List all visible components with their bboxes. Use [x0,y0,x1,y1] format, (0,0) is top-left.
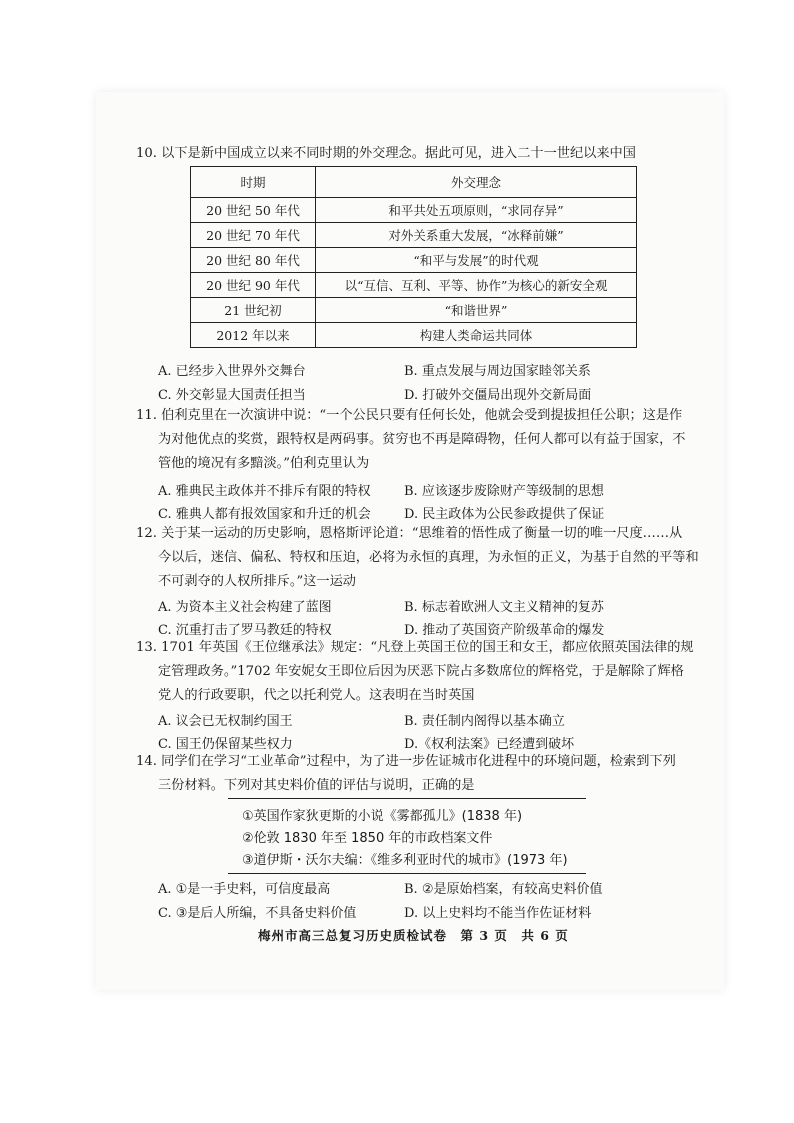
table-row [191,223,637,248]
q12-line: 今以后，迷信、偏私、特权和压迫，必将为永恒的真理，为永恒的正义，为基于自然的平等和 [158,550,699,565]
q10-option-b[interactable]: B. 重点发展与周边国家睦邻关系 [404,364,591,379]
q10-stem: 10. 以下是新中国成立以来不同时期的外交理念。据此可见，进入二十一世纪以来中国 [136,146,636,161]
material-2: ②伦敦 1830 年至 1850 年的市政档案文件 [242,831,493,846]
q14-option-b[interactable]: B. ②是原始档案，有较高史料价值 [404,882,603,897]
table-cell: 和平共处五项原则，“求同存异” [316,198,637,223]
q11-option-d[interactable]: D. 民主政体为公民参政提供了保证 [404,507,605,522]
table-header: 时期 [191,167,316,198]
table-cell: “和平与发展”的时代观 [316,248,637,273]
q13-line: 13. 1701 年英国《王位继承法》规定：“凡登上英国王位的国王和女王，都应依照英国法律的规 [136,640,694,655]
q14-option-a[interactable]: A. ①是一手史料，可信度最高 [158,882,331,897]
table-cell: “和谐世界” [316,298,637,323]
q12-option-c[interactable]: C. 沉重打击了罗马教廷的特权 [158,623,332,638]
table-header: 外交理念 [316,167,637,198]
table-cell: 20 世纪 50 年代 [191,198,316,223]
table-cell: 20 世纪 90 年代 [191,273,316,298]
q14-materials-box [228,798,586,874]
q12-line: 不可剥夺的人权所排斥。”这一运动 [158,574,356,589]
q13-option-d[interactable]: D.《权利法案》已经遭到破坏 [404,737,575,752]
q10-option-d[interactable]: D. 打破外交僵局出现外交新局面 [404,388,592,403]
q10-option-a[interactable]: A. 已经步入世界外交舞台 [158,364,306,379]
q11-line: 11. 伯利克里在一次演讲中说：“一个公民只要有任何长处，他就会受到提拔担任公职；这是作 [136,408,683,423]
q12-option-a[interactable]: A. 为资本主义社会构建了蓝图 [158,600,332,615]
q10-table [190,166,637,348]
q14-line: 三份材料。下列对其史料价值的评估与说明，正确的是 [158,778,475,793]
q12-line: 12. 关于某一运动的历史影响，恩格斯评论道：“思维着的悟性成了衡量一切的唯一尺度……从 [136,526,683,541]
table-cell: 构建人类命运共同体 [316,323,637,348]
q11-option-b[interactable]: B. 应该逐步废除财产等级制的思想 [404,484,604,499]
q11-option-c[interactable]: C. 雅典人都有报效国家和升迁的机会 [158,507,371,522]
q13-option-a[interactable]: A. 议会已无权制约国王 [158,714,293,729]
table-cell: 以“互信、互利、平等、协作”为核心的新安全观 [316,273,637,298]
q13-option-b[interactable]: B. 责任制内阁得以基本确立 [404,714,565,729]
q13-line: 党人的行政要职，代之以托利党人。这表明在当时英国 [158,688,475,703]
table-row [191,198,637,223]
q11-line: 为对他优点的奖赏，跟特权是两码事。贫穷也不再是障碍物，任何人都可以有益于国家，不 [158,432,686,447]
material-1: ①英国作家狄更斯的小说《雾都孤儿》(1838 年) [242,809,523,824]
q11-option-a[interactable]: A. 雅典民主政体并不排斥有限的特权 [158,484,371,499]
q10-option-c[interactable]: C. 外交彰显大国责任担当 [158,388,306,403]
q14-line: 14. 同学们在学习“工业革命”过程中，为了进一步佐证城市化进程中的环境问题，检索到下列 [136,754,676,769]
q13-option-c[interactable]: C. 国王仍保留某些权力 [158,737,293,752]
page-footer: 梅州市高三总复习历史质检试卷 第 3 页 共 6 页 [258,928,569,943]
table-row [191,248,637,273]
q12-option-d[interactable]: D. 推动了英国资产阶级革命的爆发 [404,623,605,638]
table-row [191,323,637,348]
table-cell: 对外关系重大发展，“冰释前嫌” [316,223,637,248]
table-cell: 21 世纪初 [191,298,316,323]
material-3: ③道伊斯・沃尔夫编：《维多利亚时代的城市》(1973 年) [242,853,568,868]
table-cell: 20 世纪 80 年代 [191,248,316,273]
table-cell: 20 世纪 70 年代 [191,223,316,248]
q14-option-c[interactable]: C. ③是后人所编，不具备史料价值 [158,906,357,921]
q11-line: 管他的境况有多黯淡。”伯利克里认为 [158,456,370,471]
table-row [191,273,637,298]
table-row [191,298,637,323]
q14-option-d[interactable]: D. 以上史料均不能当作佐证材料 [404,906,592,921]
table-cell: 2012 年以来 [191,323,316,348]
q12-option-b[interactable]: B. 标志着欧洲人文主义精神的复苏 [404,600,604,615]
q13-line: 定管理政务。”1702 年安妮女王即位后因为厌恶下院占多数席位的辉格党，于是解除了辉格 [158,664,684,679]
table-header-row [191,167,637,198]
